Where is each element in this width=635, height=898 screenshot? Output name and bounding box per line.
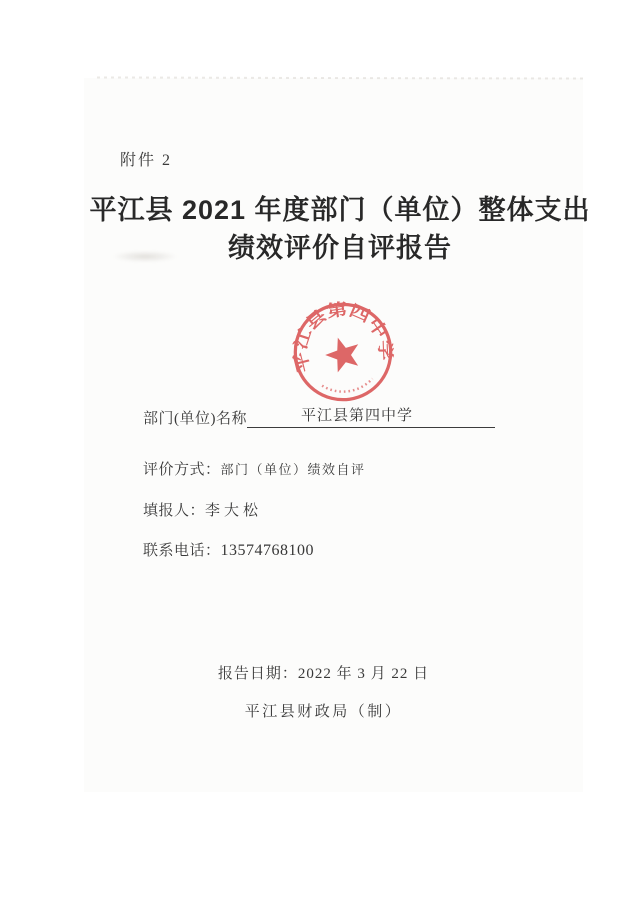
seal-arc-text: 平江县第四中学 bbox=[290, 299, 395, 375]
document-title bbox=[45, 191, 635, 267]
phone-row bbox=[143, 539, 314, 560]
scan-edge-artifact bbox=[97, 76, 587, 79]
title-line-1: 平江县 2021 年度部门（单位）整体支出 bbox=[89, 195, 591, 225]
evaluation-method-value: 部门（单位）绩效自评 bbox=[220, 462, 366, 477]
department-name-value: 平江县第四中学 bbox=[300, 408, 413, 424]
department-name-row bbox=[143, 404, 495, 428]
scan-page-background bbox=[84, 78, 583, 792]
phone-label: 联系电话： bbox=[143, 543, 221, 559]
evaluation-method-label: 评价方式： bbox=[143, 462, 221, 478]
phone-value: 13574768100 bbox=[220, 542, 315, 559]
department-name-underline bbox=[247, 404, 495, 428]
reporter-value: 李大松 bbox=[205, 503, 263, 519]
attachment-label: 附件 2 bbox=[120, 152, 173, 169]
seal-star-icon bbox=[323, 335, 362, 374]
report-date: 报告日期：2022 年 3 月 22 日 bbox=[217, 666, 430, 682]
reporter-row bbox=[143, 499, 262, 520]
evaluation-method-row bbox=[143, 458, 366, 479]
reporter-label: 填报人： bbox=[143, 503, 206, 519]
title-line-2: 绩效评价自评报告 bbox=[228, 233, 452, 263]
issuing-authority: 平江县财政局（制） bbox=[244, 704, 403, 720]
department-name-label: 部门(单位)名称 bbox=[143, 411, 247, 427]
